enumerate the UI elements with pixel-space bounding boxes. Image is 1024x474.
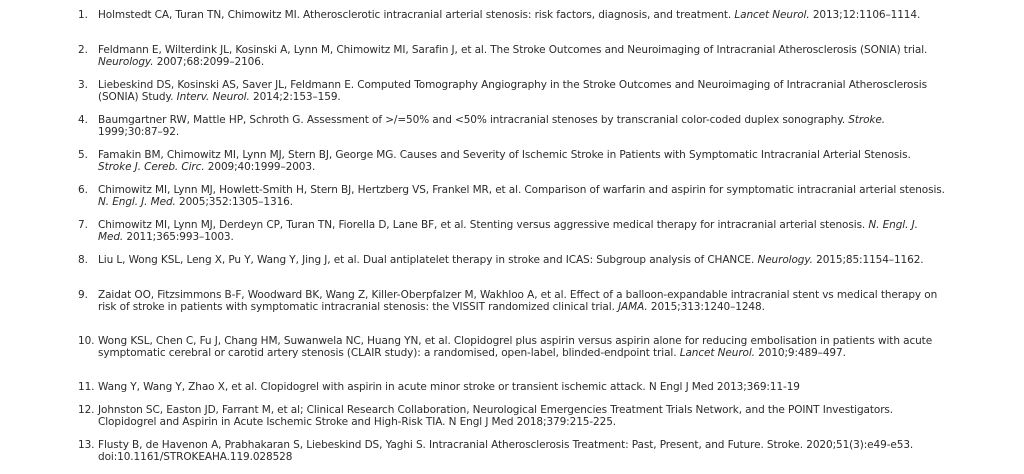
reference-journal: N. Engl. J. Med. <box>98 195 176 208</box>
reference-text: Wang Y, Wang Y, Zhao X, et al. Clopidogrel with aspirin in acute minor stroke or transient ischemic attack. N Engl J Med 2013;369:11-19 <box>98 381 800 393</box>
reference-number: 1. <box>78 9 88 21</box>
reference-number: 8. <box>78 254 88 266</box>
reference-journal: Lancet Neurol. <box>734 9 810 21</box>
reference-journal: N. Engl. J. Med. <box>98 219 918 243</box>
reference-text: Liebeskind DS, Kosinski AS, Saver JL, Feldmann E. Computed Tomography Angiography in the Stroke Outcomes and Neuroimaging of Intracranial Atherosclerosis (SONIA) Study. <box>98 79 927 103</box>
reference-item <box>0 10 1024 45</box>
reference-citation: 1999;30:87–92. <box>98 125 180 138</box>
reference-journal: Stroke. <box>848 114 885 126</box>
reference-journal: Stroke J. Cereb. Circ. <box>98 160 205 173</box>
reference-text: Johnston SC, Easton JD, Farrant M, et al; Clinical Research Collaboration, Neurological Emergencies Treatment Trials Network, and the POINT Investigators. Clopidogrel and Aspirin in Acute Ischemic Stroke and High-Risk TIA. N Engl J Med 2018;379:215-225. <box>98 404 894 428</box>
reference-text: Flusty B, de Havenon A, Prabhakaran S, Liebeskind DS, Yaghi S. Intracranial Atherosclerosis Treatment: Past, Present, and Future. Stroke. 2020;51(3):e49-e53. doi:10.1161/STROKEAHA.119.028528 <box>98 439 914 463</box>
reference-number: 3. <box>78 79 88 91</box>
reference-item <box>0 220 1024 255</box>
reference-citation: 2015;313:1240–1248. <box>647 300 765 313</box>
reference-citation: 2015;85:1154–1162. <box>812 254 924 266</box>
reference-citation: 2013;12:1106–1114. <box>809 9 921 21</box>
reference-text: Chimowitz MI, Lynn MJ, Howlett-Smith H, Stern BJ, Hertzberg VS, Frankel MR, et al. Comparison of warfarin and aspirin for symptomatic intracranial arterial stenosis. <box>98 184 945 196</box>
reference-number: 6. <box>78 184 88 196</box>
reference-number: 10. <box>78 335 95 347</box>
reference-number: 7. <box>78 219 88 231</box>
reference-number: 13. <box>78 439 95 451</box>
reference-citation: 2005;352:1305–1316. <box>175 195 293 208</box>
reference-text: Feldmann E, Wilterdink JL, Kosinski A, Lynn M, Chimowitz MI, Sarafin J, et al. The Stroke Outcomes and Neuroimaging of Intracranial Atherosclerosis (SONIA) trial. <box>98 44 928 56</box>
reference-number: 11. <box>78 381 95 393</box>
reference-text: Baumgartner RW, Mattle HP, Schroth G. Assessment of >/=50% and <50% intracranial stenoses by transcranial color-coded duplex sonography. <box>98 114 849 126</box>
reference-citation: 2010;9:489–497. <box>754 346 846 359</box>
reference-text: Zaidat OO, Fitzsimmons B-F, Woodward BK, Wang Z, Killer-Oberpfalzer M, Wakhloo A, et al. Effect of a balloon-expandable intracranial stent vs medical therapy on risk of stroke in patients with symptomatic intracranial stenosis: the VISSIT randomized clinical trial. <box>98 289 938 313</box>
reference-item <box>0 115 1024 150</box>
reference-text: Holmstedt CA, Turan TN, Chimowitz MI. Atherosclerotic intracranial arterial stenosis: risk factors, diagnosis, and treatment. <box>98 9 735 21</box>
reference-citation: 2009;40:1999–2003. <box>204 160 316 173</box>
reference-item <box>0 80 1024 115</box>
reference-journal: Neurology. <box>98 55 154 68</box>
reference-item <box>0 185 1024 220</box>
reference-journal: Neurology. <box>757 254 813 266</box>
reference-number: 9. <box>78 289 88 301</box>
reference-item <box>0 382 1024 405</box>
reference-item <box>0 150 1024 185</box>
reference-text: Liu L, Wong KSL, Leng X, Pu Y, Wang Y, Jing J, et al. Dual antiplatelet therapy in stroke and ICAS: Subgroup analysis of CHANCE. <box>98 254 758 266</box>
reference-number: 12. <box>78 404 95 416</box>
reference-item <box>0 440 1024 470</box>
reference-list <box>0 10 1024 470</box>
reference-journal: JAMA. <box>618 300 648 313</box>
reference-number: 5. <box>78 149 88 161</box>
reference-text: Wong KSL, Chen C, Fu J, Chang HM, Suwanwela NC, Huang YN, et al. Clopidogrel plus aspirin versus aspirin alone for reducing embolisation in patients with acute symptomatic cerebral or carotid artery stenosis (CLAIR study): a randomised, open-label, blinded-endpoint trial. <box>98 335 933 359</box>
reference-text: Chimowitz MI, Lynn MJ, Derdeyn CP, Turan TN, Fiorella D, Lane BF, et al. Stenting versus aggressive medical therapy for intracranial arterial stenosis. <box>98 219 869 231</box>
reference-number: 2. <box>78 44 88 56</box>
reference-journal: Interv. Neurol. <box>176 90 250 103</box>
reference-number: 4. <box>78 114 88 126</box>
reference-item <box>0 336 1024 382</box>
reference-citation: 2014;2:153–159. <box>249 90 341 103</box>
reference-item <box>0 45 1024 80</box>
reference-item <box>0 255 1024 290</box>
reference-citation: 2007;68:2099–2106. <box>153 55 265 68</box>
reference-citation: 2011;365:993–1003. <box>123 230 234 243</box>
reference-item <box>0 405 1024 440</box>
reference-text: Famakin BM, Chimowitz MI, Lynn MJ, Stern BJ, George MG. Causes and Severity of Ischemic Stroke in Patients with Symptomatic Intracranial Arterial Stenosis. <box>98 149 911 161</box>
reference-journal: Lancet Neurol. <box>679 346 755 359</box>
reference-item <box>0 290 1024 336</box>
